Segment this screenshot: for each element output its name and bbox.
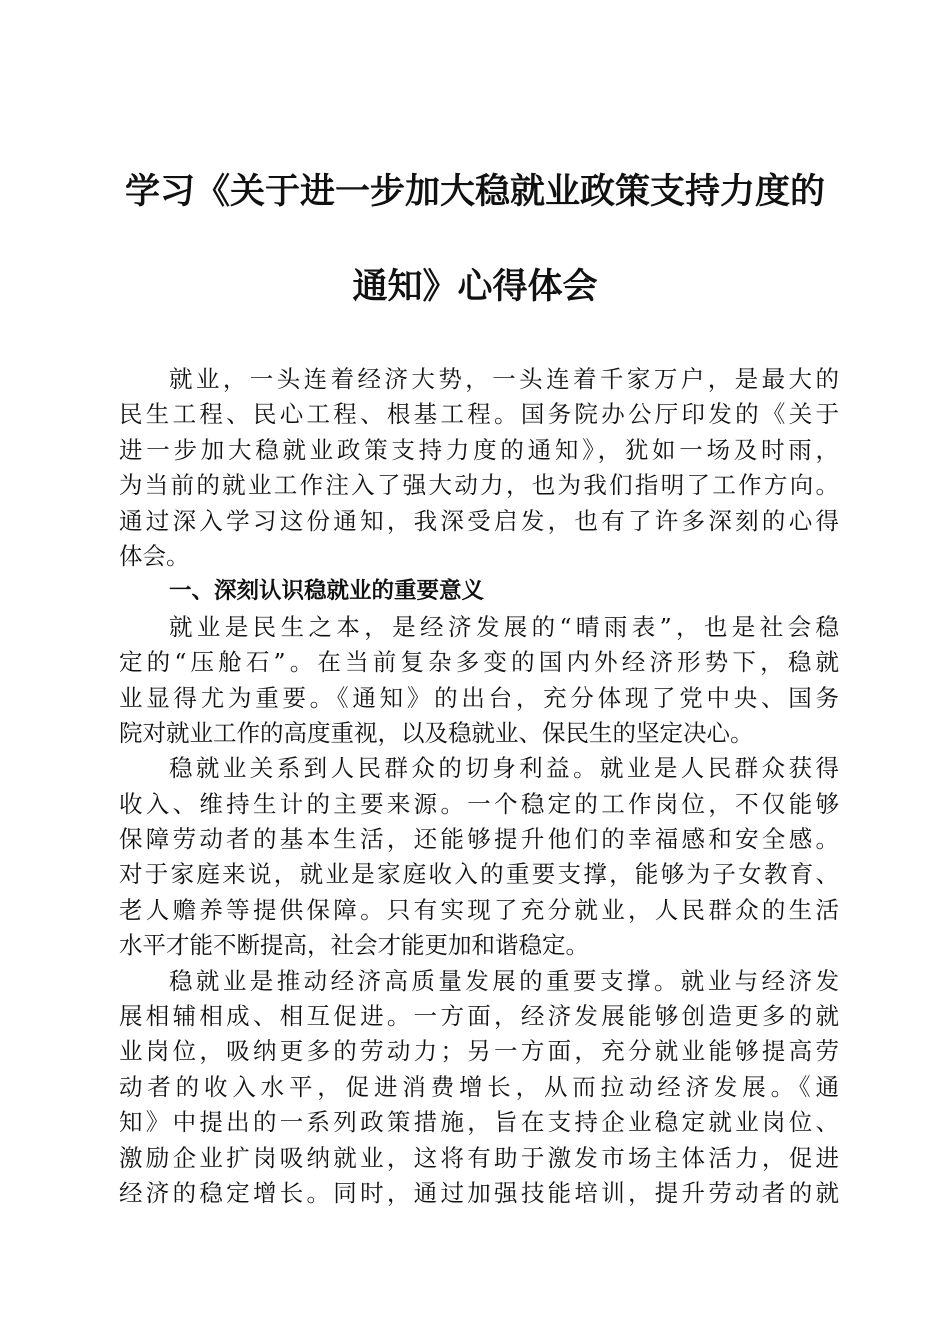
paragraph-line: 就业是民生之本，是经济发展的“晴雨表”，也是社会稳 xyxy=(169,612,839,641)
document-title-line-2: 通知》心得体会 xyxy=(352,266,598,307)
document-body xyxy=(119,362,839,1211)
paragraph-line: 通过深入学习这份通知，我深受启发，也有了许多深刻的心得 xyxy=(119,506,839,535)
paragraph-line: 为当前的就业工作注入了强大动力，也为我们指明了工作方向。 xyxy=(119,471,839,500)
paragraph-line: 体会。 xyxy=(119,541,190,570)
paragraph-line: 展相辅相成、相互促进。一方面，经济发展能够创造更多的就 xyxy=(119,1002,839,1031)
paragraph-line: 民生工程、民心工程、根基工程。国务院办公厅印发的《关于 xyxy=(119,400,839,429)
paragraph-line: 知》中提出的一系列政策措施，旨在支持企业稳定就业岗位、 xyxy=(119,1108,839,1137)
paragraph-line: 经济的稳定增长。同时，通过加强技能培训，提升劳动者的就 xyxy=(119,1178,839,1207)
paragraph-line: 保障劳动者的基本生活，还能够提升他们的幸福感和安全感。 xyxy=(119,825,839,854)
paragraph-line: 进一步加大稳就业政策支持力度的通知》，犹如一场及时雨， xyxy=(119,435,839,464)
paragraph-line: 老人赡养等提供保障。只有实现了充分就业，人民群众的生活 xyxy=(119,895,839,924)
document-title-line-1: 学习《关于进一步加大稳就业政策支持力度的 xyxy=(124,171,825,212)
paragraph-line: 激励企业扩岗吸纳就业，这将有助于激发市场主体活力，促进 xyxy=(119,1143,839,1172)
section-heading: 一、深刻认识稳就业的重要意义 xyxy=(169,578,485,605)
paragraph-line: 业岗位，吸纳更多的劳动力；另一方面，充分就业能够提高劳 xyxy=(119,1037,839,1066)
paragraph-line: 收入、维持生计的主要来源。一个稳定的工作岗位，不仅能够 xyxy=(119,789,839,818)
paragraph-line: 动者的收入水平，促进消费增长，从而拉动经济发展。《通 xyxy=(119,1072,839,1101)
paragraph-line: 定的“压舱石”。在当前复杂多变的国内外经济形势下，稳就 xyxy=(119,648,839,677)
paragraph-line: 稳就业关系到人民群众的切身利益。就业是人民群众获得 xyxy=(169,754,839,783)
paragraph-line: 就业，一头连着经济大势，一头连着千家万户，是最大的 xyxy=(169,365,839,393)
paragraph-line: 水平才能不断提高，社会才能更加和谐稳定。 xyxy=(119,931,589,960)
paragraph-line: 对于家庭来说，就业是家庭收入的重要支撑，能够为子女教育、 xyxy=(119,860,839,889)
paragraph-line: 院对就业工作的高度重视，以及稳就业、保民生的坚定决心。 xyxy=(119,718,754,747)
paragraph-line: 业显得尤为重要。《通知》的出台，充分体现了党中央、国务 xyxy=(119,683,839,712)
paragraph-line: 稳就业是推动经济高质量发展的重要支撑。就业与经济发 xyxy=(169,966,839,995)
